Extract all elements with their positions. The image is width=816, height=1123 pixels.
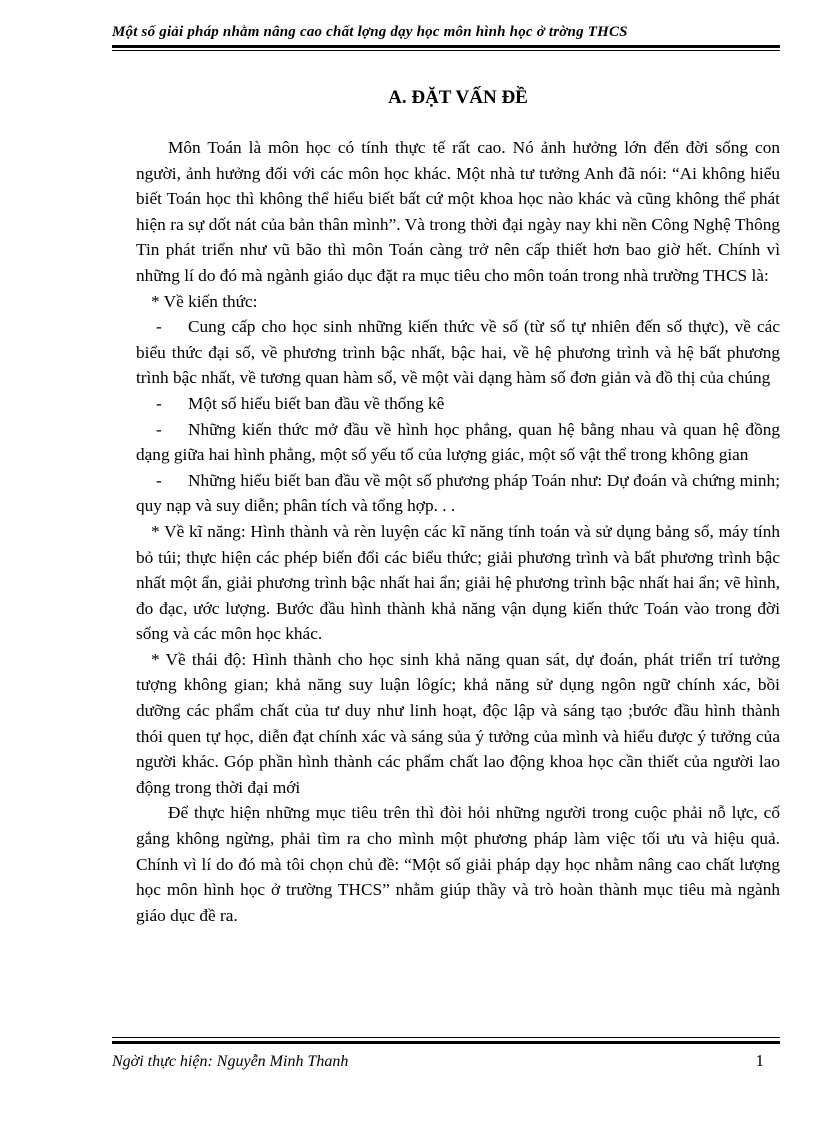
list-item <box>136 314 780 391</box>
dash-marker: - <box>156 317 162 337</box>
list-item-text: Cung cấp cho học sinh những kiến thức về số (từ số tự nhiên đến số thực), về các biểu thức đại số, về phương trình bậc nhất, bậc hai, về hệ phương trình và hệ bất phương trình bậc nhất, về tương quan hàm số, về một vài dạng hàm số đơn giản và đồ thị của chúng <box>136 317 780 388</box>
header-rule-thin <box>112 50 780 51</box>
dash-marker: - <box>156 419 162 439</box>
document-body <box>136 135 780 928</box>
list-item <box>136 417 780 468</box>
list-item <box>136 391 780 417</box>
footer-rule-thick <box>112 1041 780 1044</box>
footer-author: Ngời thực hiện: Nguyễn Minh Thanh <box>112 1053 349 1070</box>
header-rule-thick <box>112 45 780 48</box>
paragraph-skills: * Về kĩ năng: Hình thành và rèn luyện các kĩ năng tính toán và sử dụng bảng số, máy tính bỏ túi; thực hiện các phép biến đổi các biểu thức; giải phương trình và bất phương trình bậc nhất một ẩn, giải phương trình bậc nhất hai ẩn; giải hệ phương trình bậc nhất hai ẩn; vẽ hình, đo đạc, ước lượng. Bước đầu hình thành khả năng vận dụng kiến thức Toán vào trong đời sống và các môn học khác. <box>136 521 780 644</box>
section-title: A. ĐẶT VẤN ĐỀ <box>388 87 528 108</box>
dash-marker: - <box>156 393 162 413</box>
list-item <box>136 468 780 519</box>
paragraph-intro: Môn Toán là môn học có tính thực tế rất cao. Nó ảnh hưởng lớn đến đời sống con người, ảnh hưởng đối với các môn học khác. Một nhà tư tưởng Anh đã nói: “Ai không hiểu biết Toán học thì không thể hiểu biết bất cứ một khoa học nào khác và cũng không thể phát hiện ra sự dốt nát của bản thân mình”. Và trong thời đại ngày nay khi nền Công Nghệ Thông Tin phát triển như vũ bão thì môn Toán càng trở nên cấp thiết hơn bao giờ hết. Chính vì những lí do đó mà ngành giáo dục đặt ra mục tiêu cho môn toán trong nhà trường THCS là: <box>136 138 780 285</box>
paragraph-knowledge-heading: * Về kiến thức: <box>151 291 258 311</box>
page-number: 1 <box>755 1051 764 1070</box>
running-header: Một số giải pháp nhằm nâng cao chất lợng dạy học môn hình học ở trờng THCS <box>112 24 628 40</box>
list-item-text: Những hiểu biết ban đầu về một số phương pháp Toán như: Dự đoán và chứng minh; quy nạp và suy diễn; phân tích và tổng hợp. . . <box>136 470 780 516</box>
footer-rule-thin <box>112 1037 780 1038</box>
paragraph-attitude: * Về thái độ: Hình thành cho học sinh khả năng quan sát, dự đoán, phát triển trí tưởng tượng không gian; khả năng suy luận lôgíc; khả năng sử dụng ngôn ngữ chính xác, bồi dưỡng các phẩm chất của tư duy như linh hoạt, độc lập và sáng tạo ;bước đầu hình thành thói quen tự học, diễn đạt chính xác và sáng sủa ý tưởng của mình và hiểu được ý tưởng của người khác. Góp phần hình thành các phẩm chất lao động khoa học cần thiết của người lao động trong thời đại mới <box>136 649 780 797</box>
list-item-text: Những kiến thức mở đầu về hình học phẳng, quan hệ bằng nhau và quan hệ đồng dạng giữa hai hình phẳng, một số yếu tố của lượng giác, một số vật thể trong không gian <box>136 419 780 465</box>
dash-marker: - <box>156 470 162 490</box>
paragraph-conclusion: Để thực hiện những mục tiêu trên thì đòi hỏi những người trong cuộc phải nỗ lực, cố gắng không ngừng, phải tìm ra cho mình một phương pháp làm việc tối ưu và hiệu quả. Chính vì lí do đó mà tôi chọn chủ đề: “Một số giải pháp dạy học nhằm nâng cao chất lượng học môn hình học ở trường THCS” nhằm giúp thầy và trò hoàn thành mục tiêu mà ngành giáo dục đề ra. <box>136 803 780 925</box>
list-item-text: Một số hiểu biết ban đầu về thống kê <box>188 393 445 413</box>
